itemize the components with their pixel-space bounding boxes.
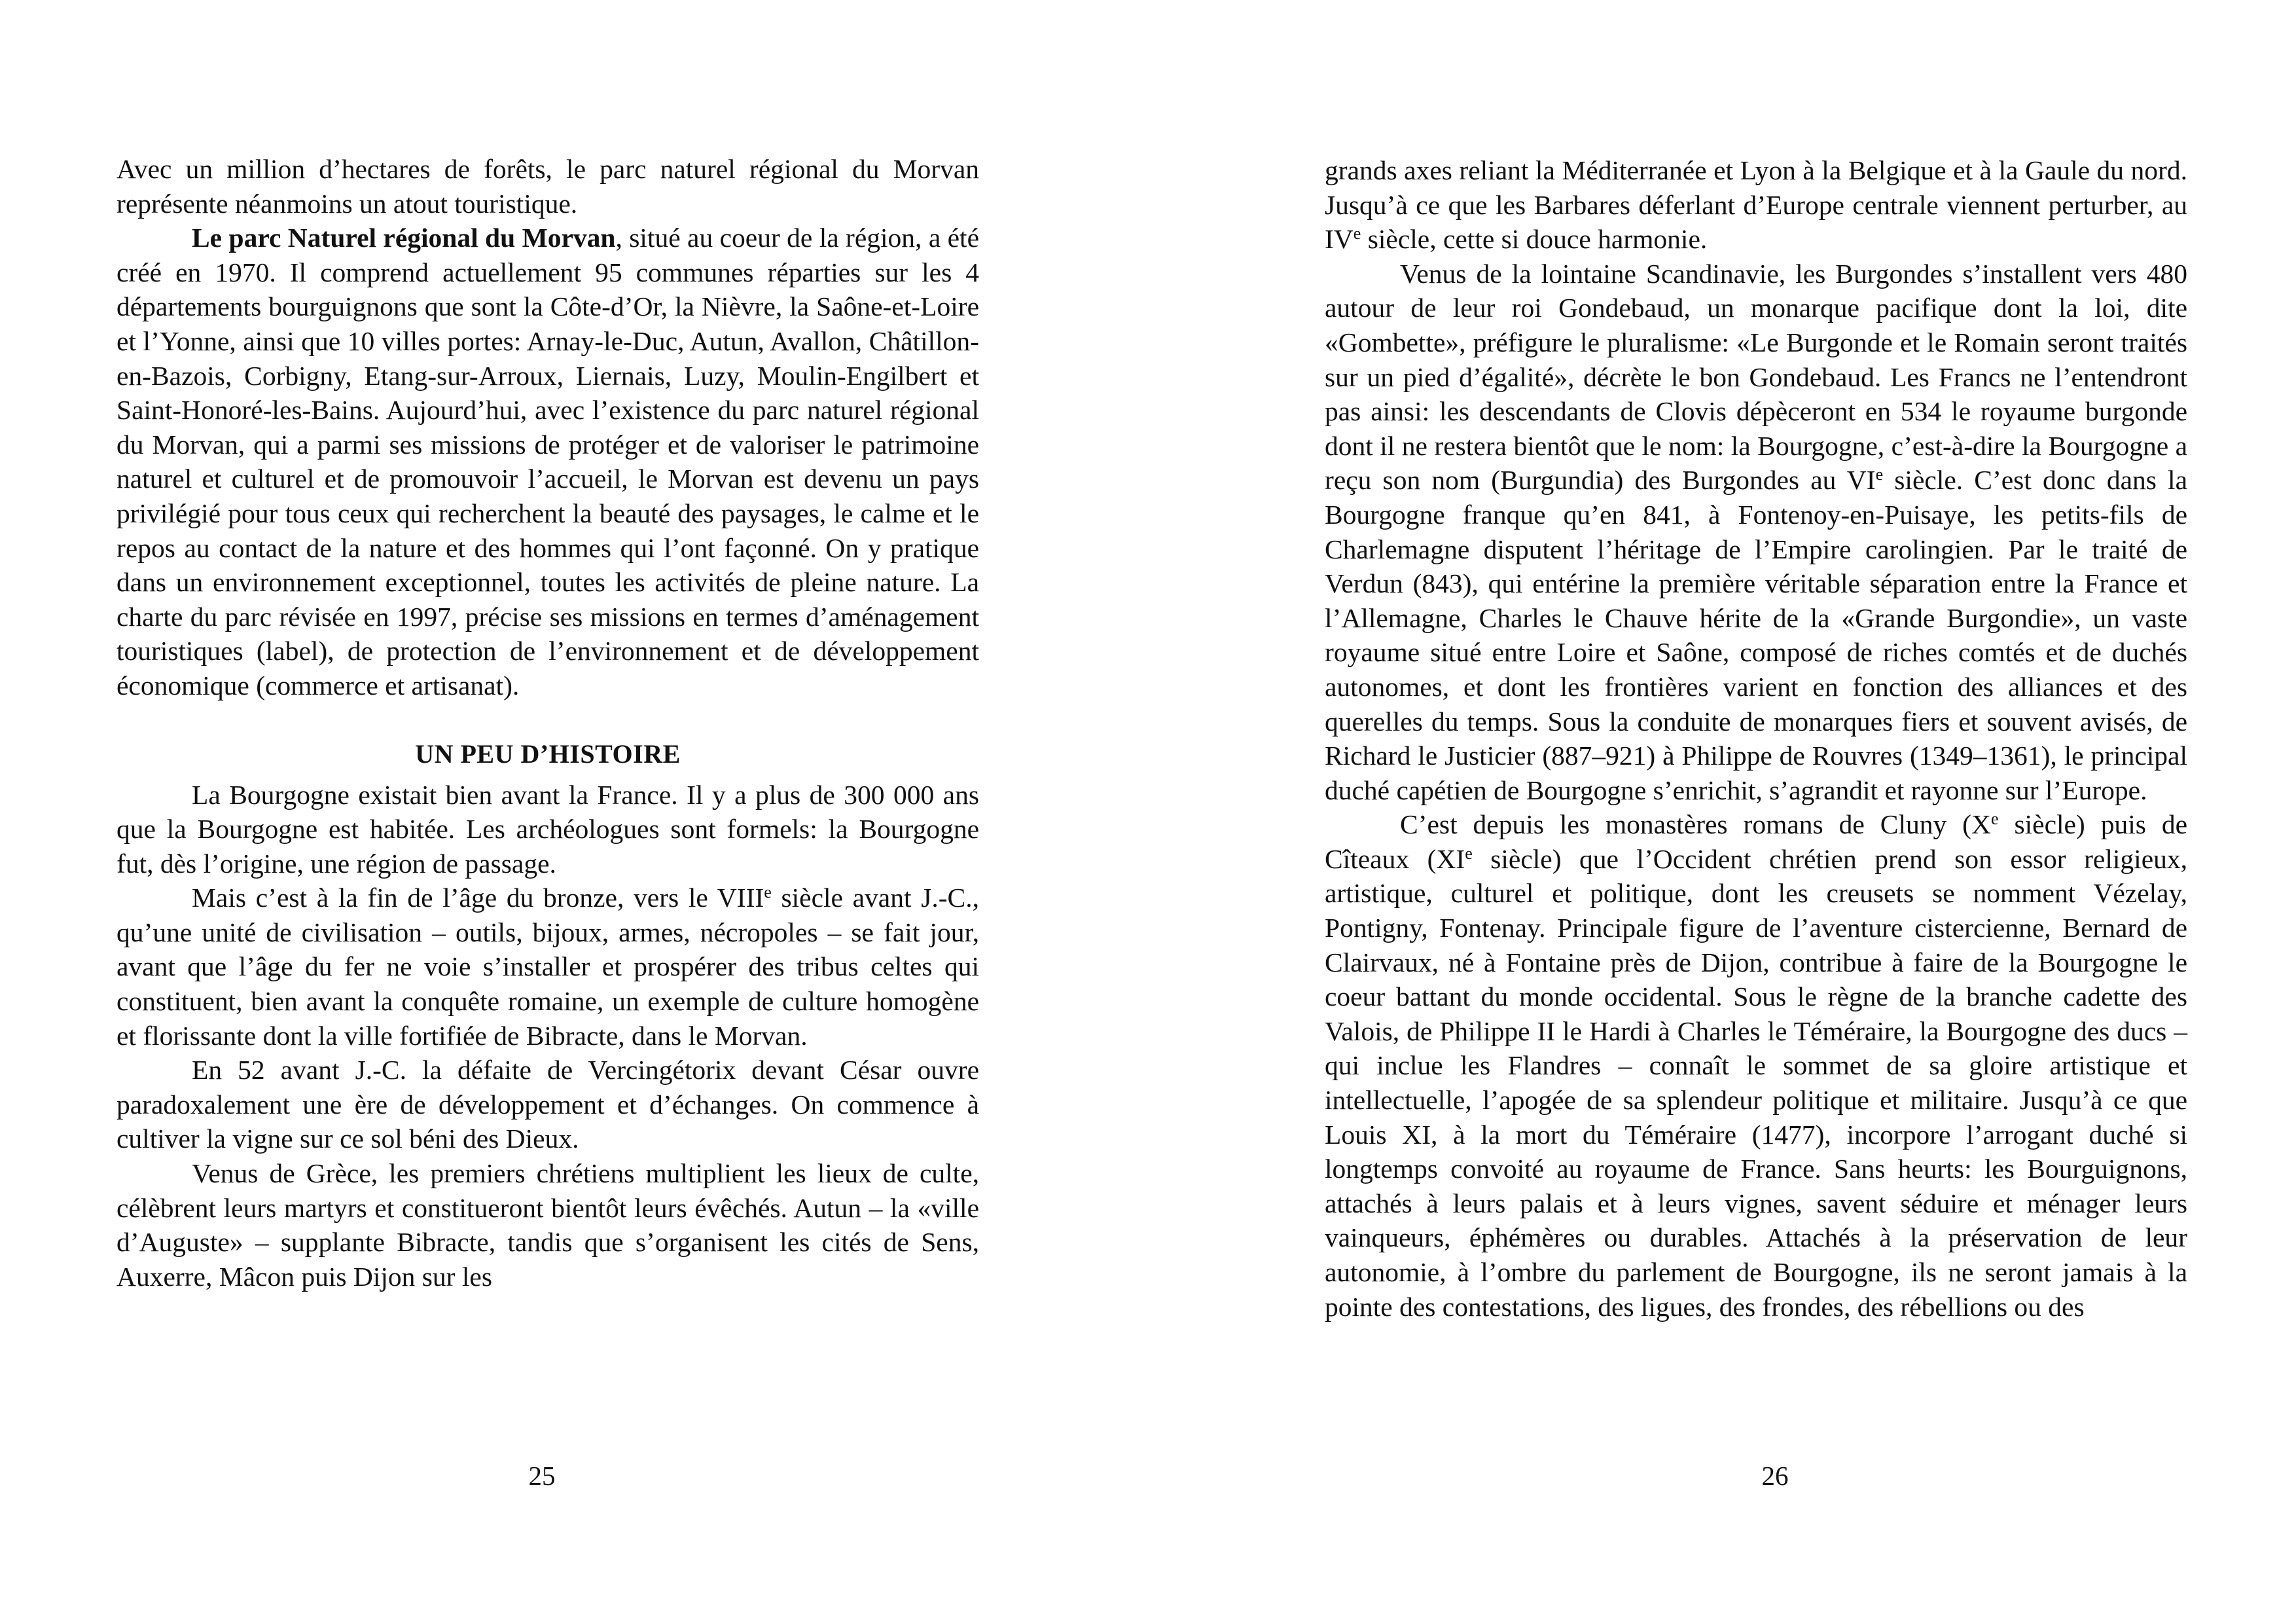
cluny-text-1: C’est depuis les monastères romans de Cluny (X [1400, 809, 1991, 840]
axes-text-1: grands axes reliant la Méditerranée et Lyon à la Belgique et à la Gaule du nord. Jusqu’à ce que les Barbares déferlant d’Europe centrale viennent perturber, au IV [1325, 155, 2187, 255]
bronze-text-1: Mais c’est à la fin de l’âge du bronze, vers le VIII [192, 883, 764, 913]
right-text-block [1325, 153, 2187, 1324]
page-number-right: 26 [1761, 1461, 1789, 1491]
scand-text-2: siècle. C’est donc dans la Bourgogne franque qu’en 841, à Fontenoy-en-Puisaye, les petits-fils de Charlemagne disputent l’héritage de l’Empire carolingien. Par le traité de Verdun (843), qui entérine la première véritable séparation entre la France et l’Allemagne, Charles le Chauve hérite de la «Grande Burgondie», un vaste royaume situé entre Loire et Saône, composé de riches comtés et de duchés autonomes, et dont les frontières varient en fonction des alliances et des querelles du temps. Sous la conduite de monarques fiers et souvent avisés, de Richard le Justicier (887–921) à Philippe de Rouvres (1349–1361), le principal duché capétien de Bourgogne s’enrichit, s’agrandit et rayonne sur l’Europe. [1325, 465, 2188, 805]
paragraph-cesar: En 52 avant J.-C. la défaite de Vercingétorix devant César ouvre paradoxalement une ère de développement et d’échanges. On commence à cultiver la vigne sur ce sol béni des Dieux. [117, 1055, 979, 1154]
scand-superscript: e [1875, 465, 1884, 484]
axes-text-2: siècle, cette si douce harmonie. [1361, 224, 1708, 255]
cluny-superscript-2: e [1465, 843, 1473, 863]
paragraph-axes [1325, 153, 2187, 257]
paragraph-parc [117, 221, 979, 702]
paragraph-cluny [1325, 807, 2187, 1324]
bronze-superscript: e [764, 883, 772, 902]
scand-text-1: Venus de la lointaine Scandinavie, les Burgondes s’installent vers 480 autour de leur roi Gondebaud, un monarque pacifique dont la loi, dite «Gombette», préfigure le pluralisme: «Le Burgonde et le Romain seront traités sur un pied d’égalité», décrète le bon Gondebaud. Les Francs ne l’entendront pas ainsi: les descendants de Clovis dépèceront en 534 le royaume burgonde dont il ne restera bientôt que le nom: la Bourgogne, c’est-à-dire la Bourgogne a reçu son nom (Burgundia) des Burgondes au VI [1325, 258, 2187, 496]
paragraph-scandinavie [1325, 257, 2187, 808]
parc-lead-bold: Le parc Naturel régional du Morvan [192, 223, 616, 253]
paragraph-intro: Avec un million d’hectares de forêts, le parc naturel régional du Morvan représente néanmoins un atout touristique. [117, 154, 979, 219]
paragraph-grece: Venus de Grèce, les premiers chrétiens multiplient les lieux de culte, célèbrent leurs martyrs et constitueront bientôt leurs évêchés. Autun – la «ville d’Auguste» – supplante Bibracte, tandis que s’organisent les cités de Sens, Auxerre, Mâcon puis Dijon sur les [117, 1158, 979, 1292]
page-number-left: 25 [528, 1461, 556, 1491]
parc-rest: , situé au coeur de la région, a été créé en 1970. Il comprend actuellement 95 communes réparties sur les 4 départements bourguignons que sont la Côte-d’Or, la Nièvre, la Saône-et-Loire et l’Yonne, ainsi que 10 villes portes: Arnay-le-Duc, Autun, Avallon, Châtillon-en-Bazois, Corbigny, Etang-sur-Arroux, Liernais, Luzy, Moulin-Engilbert et Saint-Honoré-les-Bains. Aujourd’hui, avec l’existence du parc naturel régional du Morvan, qui a parmi ses missions de protéger et de valoriser le patrimoine naturel et culturel et de promouvoir l’accueil, le Morvan est devenu un pays privilégié pour tous ceux qui recherchent la beauté des paysages, le calme et le repos au contact de la nature et des hommes qui l’ont façonné. On y pratique dans un environnement exceptionnel, toutes les activités de pleine nature. La charte du parc révisée en 1997, précise ses missions en termes d’aménagement touristiques (label), de protection de l’environnement et de développement économique (commerce et artisanat). [117, 223, 979, 701]
cluny-superscript-1: e [1990, 809, 1999, 829]
left-text-block [117, 152, 979, 1294]
right-page [1148, 0, 2296, 1623]
cluny-text-3: siècle) que l’Occident chrétien prend son essor religieux, artistique, culturel et politique, dont les creusets se nomment Vézelay, Pontigny, Fontenay. Principale figure de l’aventure cistercienne, Bernard de Clairvaux, né à Fontaine près de Dijon, contribue à faire de la Bourgogne le coeur battant du monde occidental. Sous le règne de la branche cadette des Valois, de Philippe II le Hardi à Charles le Téméraire, la Bourgogne des ducs – qui inclue les Flandres – connaît le sommet de sa gloire artistique et intellectuelle, l’apogée de sa splendeur politique et militaire. Jusqu’à ce que Louis XI, à la mort du Téméraire (1477), incorpore l’arrogant duché si longtemps convoité au royaume de France. Sans heurts: les Bourguignons, attachés à leurs palais et à leurs vignes, savent séduire et ménager leurs vainqueurs, éphémères ou durables. Attachés à la préservation de leur autonomie, à l’ombre du parlement de Bourgogne, ils ne seront jamais à la pointe des contestations, des ligues, des frondes, des rébellions ou des [1325, 843, 2187, 1322]
section-heading: UN PEU D’HISTOIRE [415, 739, 681, 769]
bronze-text-2: siècle avant J.-C., qu’une unité de civilisation – outils, bijoux, armes, nécropoles – se fait jour, avant que l’âge du fer ne voie s’installer et prospérer des tribus celtes qui constituent, bien avant la conquête romaine, un exemple de culture homogène et florissante dont la ville fortifiée de Bibracte, dans le Morvan. [117, 883, 979, 1051]
axes-superscript: e [1353, 224, 1361, 244]
cluny-text-2: siècle) puis de Cîteaux (XI [1325, 809, 2187, 874]
paragraph-bourgogne: La Bourgogne existait bien avant la France. Il y a plus de 300 000 ans que la Bourgogne est habitée. Les archéologues sont formels: la Bourgogne fut, dès l’origine, une région de passage. [117, 779, 979, 879]
paragraph-bronze [117, 881, 979, 1053]
